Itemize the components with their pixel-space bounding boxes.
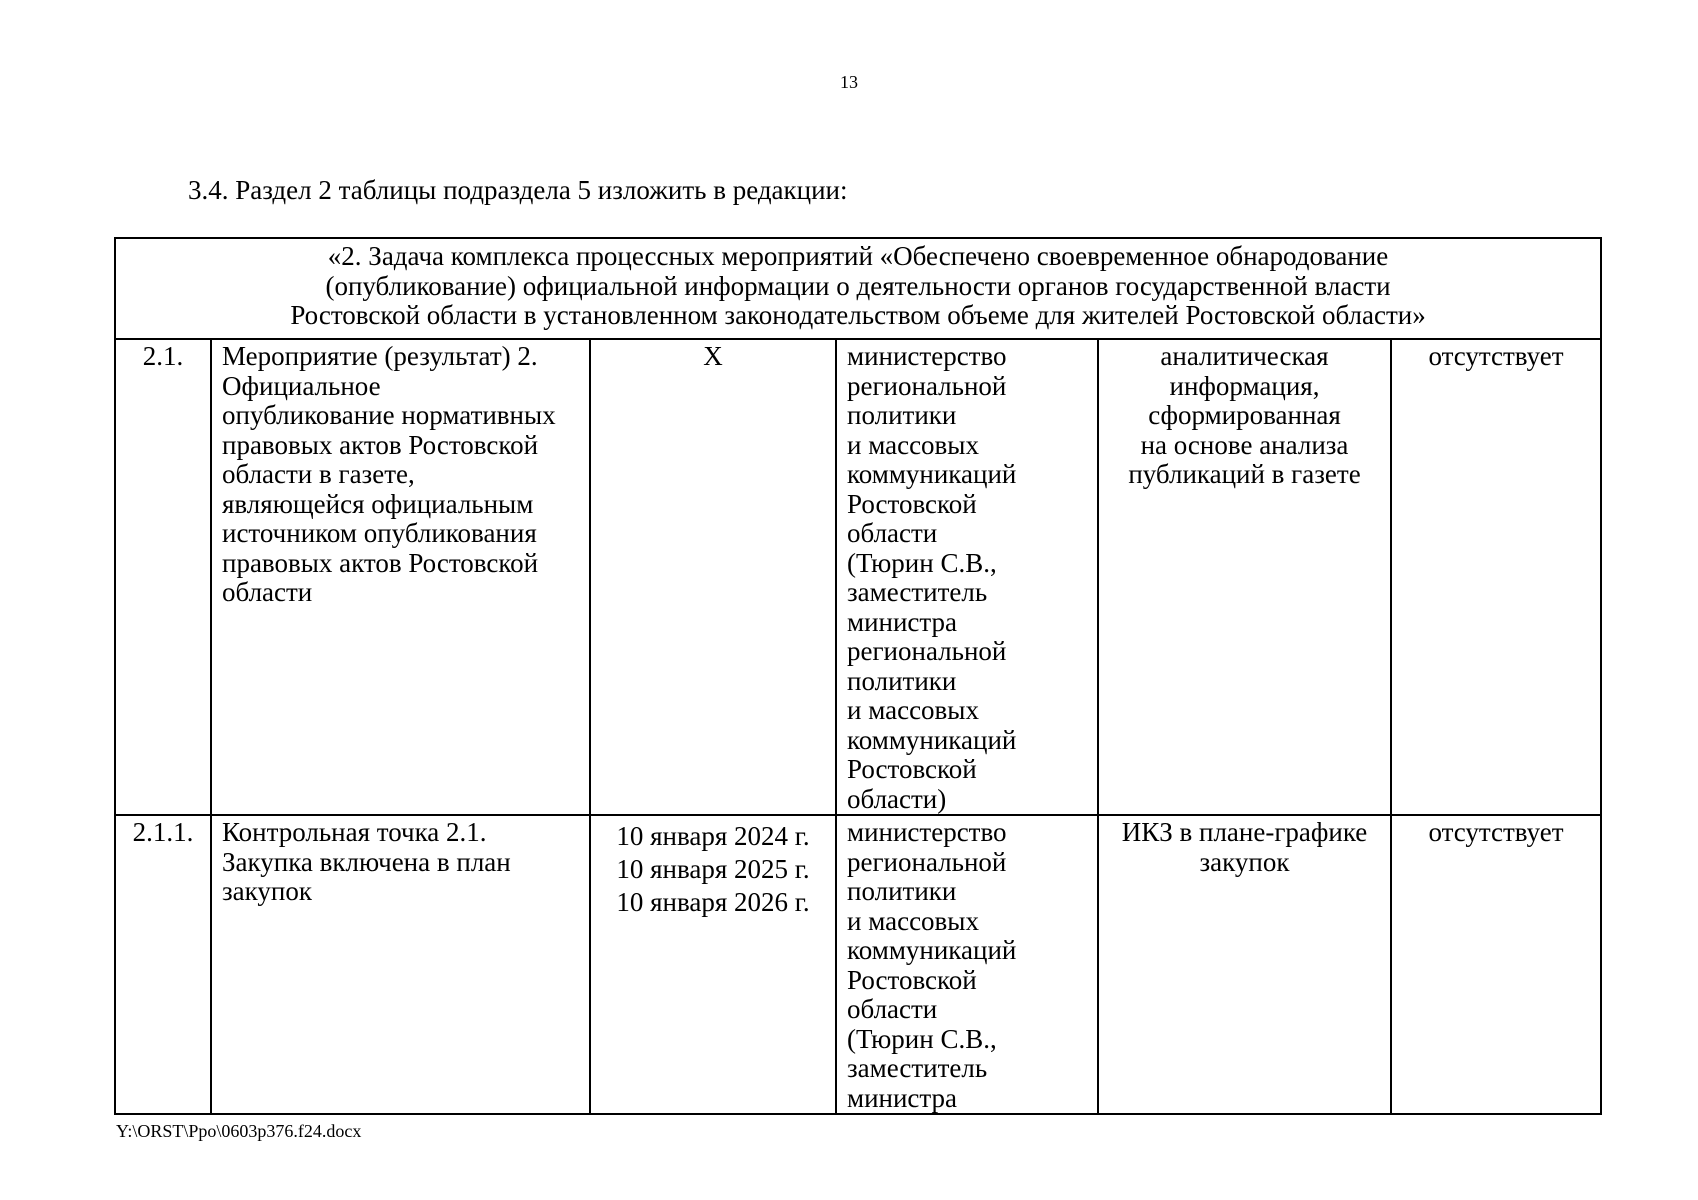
name-line: правовых актов Ростовской bbox=[222, 547, 539, 578]
system-cell bbox=[1391, 815, 1601, 1114]
responsible-line: политики bbox=[847, 400, 957, 430]
responsible-line: области bbox=[847, 518, 938, 548]
name-line: источником опубликования bbox=[222, 518, 537, 548]
responsible-line: (Тюрин С.В., bbox=[847, 547, 997, 578]
name-line: области в газете, bbox=[222, 459, 415, 489]
responsible-line: и массовых bbox=[847, 905, 979, 936]
responsible-line: коммуникаций bbox=[847, 724, 1017, 755]
row-number: 2.1.1. bbox=[132, 817, 194, 847]
responsible-line: Ростовской bbox=[847, 754, 977, 784]
name-line: правовых актов Ростовской bbox=[222, 429, 539, 460]
responsible-line: и массовых bbox=[847, 695, 979, 725]
document-line: публикаций в газете bbox=[1128, 459, 1361, 489]
footer-file-path: Y:\ORST\Ppo\0603p376.f24.docx bbox=[116, 1121, 362, 1141]
responsible-cell bbox=[836, 815, 1098, 1114]
name-line: закупок bbox=[222, 876, 312, 906]
responsible-line: области bbox=[847, 994, 938, 1024]
document-line: на основе анализа bbox=[1140, 429, 1349, 460]
responsible-line: (Тюрин С.В., bbox=[847, 1023, 997, 1054]
row-number: 2.1. bbox=[142, 341, 184, 371]
name-line: опубликование нормативных bbox=[222, 400, 556, 430]
intro-paragraph: 3.4. Раздел 2 таблицы подраздела 5 изложить в редакции: bbox=[188, 175, 848, 205]
name-cell bbox=[211, 339, 590, 815]
name-line: Контрольная точка 2.1. bbox=[222, 817, 487, 847]
document-line: закупок bbox=[1199, 846, 1290, 877]
page-number: 13 bbox=[840, 72, 858, 92]
date-cell bbox=[590, 815, 836, 1114]
responsible-line: региональной bbox=[847, 370, 1007, 401]
responsible-line: и массовых bbox=[847, 429, 979, 460]
responsible-cell bbox=[836, 339, 1098, 815]
responsible-line: политики bbox=[847, 665, 957, 696]
responsible-line: региональной bbox=[847, 846, 1007, 877]
name-line: являющейся официальным bbox=[222, 488, 534, 519]
date-line: 10 января 2026 г. bbox=[616, 887, 810, 917]
date-line: 10 января 2024 г. bbox=[616, 821, 810, 851]
responsible-line: министра bbox=[847, 1082, 958, 1113]
system-cell bbox=[1391, 339, 1601, 815]
document-cell bbox=[1098, 339, 1391, 815]
name-line: области bbox=[222, 577, 313, 607]
date-line: Х bbox=[703, 341, 723, 371]
name-line: Мероприятие (результат) 2. bbox=[222, 341, 538, 371]
responsible-line: региональной bbox=[847, 636, 1007, 666]
responsible-line: области) bbox=[847, 783, 947, 814]
section-title-cell bbox=[115, 238, 1601, 339]
section-title-row bbox=[115, 238, 1601, 339]
responsible-line: заместитель bbox=[847, 1053, 988, 1083]
row-number-cell bbox=[115, 339, 211, 815]
date-cell bbox=[590, 339, 836, 815]
table-row bbox=[115, 339, 1601, 815]
name-cell bbox=[211, 815, 590, 1114]
date-line: 10 января 2025 г. bbox=[616, 854, 810, 884]
document-line: сформированная bbox=[1148, 400, 1341, 430]
responsible-line: Ростовской bbox=[847, 488, 977, 519]
activities-table bbox=[114, 237, 1602, 1115]
section-title-line: Ростовской области в установленном законодательством объеме для жителей Ростовской области» bbox=[290, 300, 1426, 330]
responsible-line: министра bbox=[847, 606, 958, 637]
name-line: Закупка включена в план bbox=[222, 846, 511, 877]
row-number-cell bbox=[115, 815, 211, 1114]
responsible-line: министерство bbox=[847, 817, 1007, 847]
section-title-line: «2. Задача комплекса процессных мероприятий «Обеспечено своевременное обнародование bbox=[327, 241, 1389, 271]
document-line: аналитическая bbox=[1160, 341, 1329, 371]
section-title-line: (опубликование) официальной информации о деятельности органов государственной власти bbox=[325, 270, 1391, 301]
responsible-line: коммуникаций bbox=[847, 935, 1017, 965]
document-cell bbox=[1098, 815, 1391, 1114]
system-line: отсутствует bbox=[1428, 817, 1564, 847]
responsible-line: политики bbox=[847, 876, 957, 906]
responsible-line: заместитель bbox=[847, 577, 988, 607]
responsible-line: коммуникаций bbox=[847, 459, 1017, 489]
responsible-line: Ростовской bbox=[847, 964, 977, 995]
document-line: ИКЗ в плане-графике bbox=[1121, 817, 1368, 847]
system-line: отсутствует bbox=[1428, 341, 1564, 371]
document-line: информация, bbox=[1169, 370, 1320, 401]
table-row bbox=[115, 815, 1601, 1114]
responsible-line: министерство bbox=[847, 341, 1007, 371]
name-line: Официальное bbox=[222, 370, 381, 401]
